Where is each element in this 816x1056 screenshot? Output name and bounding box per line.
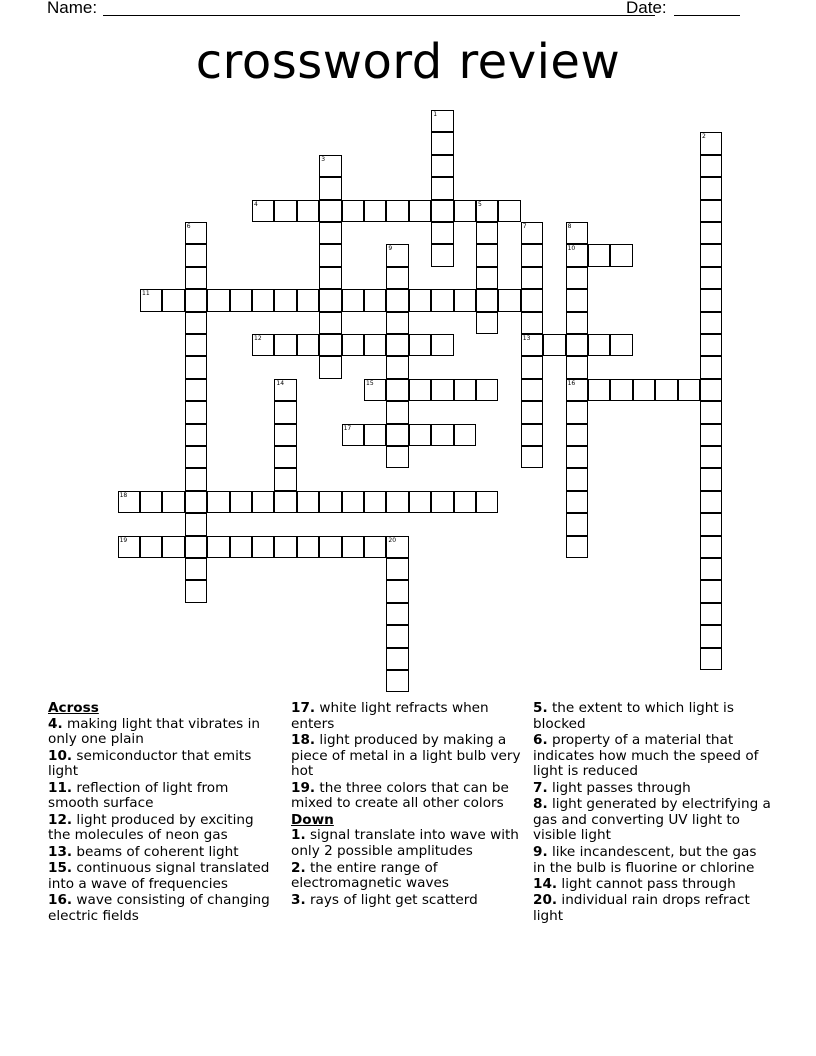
grid-cell[interactable] [185, 513, 207, 535]
grid-cell[interactable] [610, 379, 632, 401]
grid-cell[interactable] [386, 244, 408, 266]
clue-number: 7. [533, 779, 548, 796]
grid-cell[interactable] [521, 379, 543, 401]
clue-number: 2 [702, 133, 706, 141]
clue-number: 14. [533, 875, 558, 892]
clue-text: semiconductor that emits light [48, 747, 252, 780]
grid-cell[interactable] [431, 110, 453, 132]
grid-cell[interactable] [207, 536, 229, 558]
grid-cell[interactable] [409, 379, 431, 401]
grid-cell[interactable] [588, 334, 610, 356]
grid-cell[interactable] [185, 289, 207, 311]
header [47, 0, 767, 22]
grid-cell[interactable] [185, 244, 207, 266]
grid-cell[interactable] [386, 334, 408, 356]
clue [48, 781, 280, 812]
clue-text: signal translate into wave with only 2 possible amplitudes [291, 827, 519, 860]
grid-cell[interactable] [700, 267, 722, 289]
grid-cell[interactable] [140, 536, 162, 558]
grid-cell[interactable] [521, 244, 543, 266]
grid-cell[interactable] [274, 200, 296, 222]
grid-cell[interactable] [274, 446, 296, 468]
clue-text: the entire range of electromagnetic waves [291, 859, 449, 892]
grid-cell[interactable] [274, 491, 296, 513]
clue-number: 4. [48, 715, 63, 732]
name-field[interactable] [103, 15, 655, 16]
clue-number: 14 [276, 379, 285, 387]
grid-cell[interactable] [274, 536, 296, 558]
grid-cell[interactable] [297, 289, 319, 311]
clue-text: light passes through [547, 779, 691, 796]
grid-cell[interactable] [274, 379, 296, 401]
grid-cell[interactable] [655, 379, 677, 401]
grid-cell[interactable] [297, 200, 319, 222]
grid-cell[interactable] [700, 155, 722, 177]
clue [291, 828, 523, 859]
grid-cell[interactable] [386, 424, 408, 446]
date-label: Date: [626, 0, 667, 17]
clue-number: 3 [321, 155, 326, 163]
grid-cell[interactable] [342, 200, 364, 222]
grid-cell[interactable] [700, 513, 722, 535]
grid-cell[interactable] [319, 200, 341, 222]
clue [48, 845, 280, 861]
grid-cell[interactable] [700, 177, 722, 199]
grid-cell[interactable] [476, 200, 498, 222]
clue-number: 8. [533, 796, 548, 813]
clue-text: wave consisting of changing electric fields [48, 892, 270, 925]
grid-cell[interactable] [700, 491, 722, 513]
grid-cell[interactable] [185, 558, 207, 580]
clue-text: light cannot pass through [557, 875, 736, 892]
grid-cell[interactable] [700, 536, 722, 558]
clue-number: 4 [254, 200, 258, 208]
grid-cell[interactable] [185, 401, 207, 423]
clue-number: 15 [366, 379, 374, 387]
grid-cell[interactable] [700, 312, 722, 334]
grid-cell[interactable] [588, 244, 610, 266]
grid-cell[interactable] [386, 446, 408, 468]
grid-cell[interactable] [700, 132, 722, 154]
grid-cell[interactable] [521, 356, 543, 378]
grid-cell[interactable] [566, 356, 588, 378]
grid-cell[interactable] [566, 244, 588, 266]
grid-cell[interactable] [633, 379, 655, 401]
grid-cell[interactable] [274, 468, 296, 490]
grid-cell[interactable] [700, 558, 722, 580]
grid-cell[interactable] [342, 334, 364, 356]
grid-cell[interactable] [319, 312, 341, 334]
clue [533, 733, 773, 780]
grid-cell[interactable] [476, 312, 498, 334]
grid-cell[interactable] [386, 289, 408, 311]
page-title: crossword review [195, 34, 621, 90]
grid-cell[interactable] [454, 379, 476, 401]
grid-cell[interactable] [319, 244, 341, 266]
grid-cell[interactable] [700, 356, 722, 378]
clue [48, 861, 280, 892]
clue-number: 17 [343, 424, 352, 432]
grid-cell[interactable] [431, 289, 453, 311]
clue-number: 15. [48, 860, 73, 877]
clue-number: 13 [522, 335, 531, 342]
grid-cell[interactable] [431, 132, 453, 154]
grid-cell[interactable] [476, 244, 498, 266]
grid-cell[interactable] [274, 334, 296, 356]
grid-cell[interactable] [364, 424, 386, 446]
grid-cell[interactable] [566, 424, 588, 446]
clues-column-1 [48, 701, 280, 926]
grid-cell[interactable] [252, 289, 274, 311]
grid-cell[interactable] [386, 558, 408, 580]
grid-cell[interactable] [185, 424, 207, 446]
grid-cell[interactable] [162, 289, 184, 311]
grid-cell[interactable] [162, 536, 184, 558]
clue [48, 893, 280, 924]
grid-cell[interactable] [140, 491, 162, 513]
grid-cell[interactable] [431, 222, 453, 244]
grid-cell[interactable] [386, 200, 408, 222]
grid-cell[interactable] [364, 491, 386, 513]
clue [533, 845, 773, 876]
clue-text: light generated by electrifying a gas and converting UV light to visible light [533, 796, 771, 844]
clue-number: 12 [254, 335, 262, 342]
grid-cell[interactable] [386, 603, 408, 625]
grid-cell[interactable] [700, 648, 722, 670]
grid-cell[interactable] [386, 379, 408, 401]
clues-column-2 [291, 701, 523, 909]
grid-cell[interactable] [498, 200, 520, 222]
grid-cell[interactable] [476, 379, 498, 401]
grid-cell[interactable] [185, 468, 207, 490]
grid-cell[interactable] [521, 334, 543, 356]
grid-cell[interactable] [700, 625, 722, 647]
grid-cell[interactable] [700, 222, 722, 244]
clue-number: 7 [522, 223, 527, 230]
grid-cell[interactable] [588, 379, 610, 401]
grid-cell[interactable] [700, 200, 722, 222]
grid-cell[interactable] [386, 670, 408, 692]
grid-cell[interactable] [319, 155, 341, 177]
grid-cell[interactable] [700, 468, 722, 490]
grid-cell[interactable] [207, 289, 229, 311]
clue-text: like incandescent, but the gas in the bulb is fluorine or chlorine [533, 843, 757, 876]
grid-cell[interactable] [700, 401, 722, 423]
grid-cell[interactable] [566, 289, 588, 311]
clue [533, 701, 773, 732]
clue-number: 1. [291, 827, 306, 844]
clue-number: 10. [48, 747, 73, 764]
clue-number: 6 [186, 223, 191, 230]
grid-cell[interactable] [409, 289, 431, 311]
grid-cell[interactable] [319, 356, 341, 378]
grid-cell[interactable] [431, 177, 453, 199]
grid-cell[interactable] [185, 491, 207, 513]
grid-cell[interactable] [521, 289, 543, 311]
grid-cell[interactable] [185, 267, 207, 289]
grid-cell[interactable] [566, 491, 588, 513]
grid-cell[interactable] [566, 446, 588, 468]
grid-cell[interactable] [431, 244, 453, 266]
clue-text: continuous signal translated into a wave of frequencies [48, 860, 270, 892]
grid-cell[interactable] [364, 289, 386, 311]
grid-cell[interactable] [274, 289, 296, 311]
clue-number: 2. [291, 859, 306, 876]
grid-cell[interactable] [566, 468, 588, 490]
grid-cell[interactable] [185, 379, 207, 401]
grid-cell[interactable] [297, 491, 319, 513]
grid-cell[interactable] [230, 491, 252, 513]
date-field[interactable] [674, 15, 740, 16]
clue [533, 877, 773, 893]
grid-cell[interactable] [431, 334, 453, 356]
grid-cell[interactable] [566, 379, 588, 401]
grid-cell[interactable] [319, 289, 341, 311]
grid-cell[interactable] [364, 379, 386, 401]
grid-cell[interactable] [431, 155, 453, 177]
grid-cell[interactable] [185, 334, 207, 356]
clue-text: the extent to which light is blocked [533, 700, 734, 732]
grid-cell[interactable] [297, 536, 319, 558]
clue-text: rays of light get scatterd [305, 891, 478, 908]
clue-number: 20. [533, 892, 558, 909]
clues-column-3 [533, 701, 773, 926]
clue [533, 781, 773, 797]
grid-cell[interactable] [185, 356, 207, 378]
clue-text: making light that vibrates in only one plain [48, 715, 260, 748]
clue-number: 11 [142, 290, 150, 298]
clue [291, 701, 523, 732]
grid-cell[interactable] [274, 401, 296, 423]
grid-cell[interactable] [409, 491, 431, 513]
grid-cell[interactable] [476, 491, 498, 513]
grid-cell[interactable] [700, 603, 722, 625]
grid-cell[interactable] [543, 334, 565, 356]
grid-cell[interactable] [521, 222, 543, 244]
clue-number: 17. [291, 700, 316, 716]
clue-number: 16. [48, 892, 73, 909]
grid-cell[interactable] [521, 401, 543, 423]
grid-cell[interactable] [566, 312, 588, 334]
grid-cell[interactable] [521, 446, 543, 468]
grid-cell[interactable] [342, 491, 364, 513]
grid-cell[interactable] [252, 491, 274, 513]
grid-cell[interactable] [185, 446, 207, 468]
clue [291, 733, 523, 780]
grid-cell[interactable] [700, 379, 722, 401]
grid-cell[interactable] [364, 536, 386, 558]
grid-cell[interactable] [185, 222, 207, 244]
grid-cell[interactable] [230, 289, 252, 311]
clue-number: 9 [388, 245, 393, 253]
grid-cell[interactable] [521, 312, 543, 334]
grid-cell[interactable] [319, 222, 341, 244]
grid-cell[interactable] [431, 424, 453, 446]
grid-cell[interactable] [252, 334, 274, 356]
grid-cell[interactable] [454, 491, 476, 513]
grid-cell[interactable] [342, 289, 364, 311]
grid-cell[interactable] [566, 334, 588, 356]
grid-cell[interactable] [610, 334, 632, 356]
clue-number: 5 [478, 200, 482, 208]
grid-cell[interactable] [386, 625, 408, 647]
grid-cell[interactable] [610, 244, 632, 266]
grid-cell[interactable] [364, 200, 386, 222]
grid-cell[interactable] [454, 289, 476, 311]
grid-cell[interactable] [476, 222, 498, 244]
grid-cell[interactable] [566, 267, 588, 289]
clue-number: 9. [533, 843, 548, 860]
grid-cell[interactable] [386, 536, 408, 558]
clue [291, 861, 523, 892]
grid-cell[interactable] [319, 267, 341, 289]
grid-cell[interactable] [386, 648, 408, 670]
grid-cell[interactable] [431, 200, 453, 222]
name-label: Name: [47, 0, 98, 17]
clue [48, 813, 280, 844]
clue-text: light produced by making a piece of metal in a light bulb very hot [291, 732, 521, 780]
grid-cell[interactable] [252, 536, 274, 558]
clue-text: the three colors that can be mixed to create all other colors [291, 779, 509, 812]
clue-number: 16 [567, 379, 576, 387]
clue-number: 19 [119, 536, 128, 544]
clue-number: 10 [567, 245, 576, 253]
grid-cell[interactable] [185, 312, 207, 334]
grid-cell[interactable] [185, 580, 207, 602]
clue-number: 19. [291, 779, 316, 796]
grid-cell[interactable] [521, 424, 543, 446]
grid-cell[interactable] [431, 491, 453, 513]
clue-number: 1 [433, 111, 438, 118]
grid-cell[interactable] [476, 267, 498, 289]
clue-text: reflection of light from smooth surface [48, 779, 229, 812]
grid-cell[interactable] [700, 289, 722, 311]
grid-cell[interactable] [386, 401, 408, 423]
grid-cell[interactable] [207, 491, 229, 513]
grid-cell[interactable] [409, 334, 431, 356]
grid-cell[interactable] [342, 424, 364, 446]
grid-cell[interactable] [252, 200, 274, 222]
grid-cell[interactable] [140, 289, 162, 311]
clue-number: 11. [48, 779, 73, 796]
grid-cell[interactable] [700, 580, 722, 602]
grid-cell[interactable] [700, 446, 722, 468]
grid-cell[interactable] [162, 491, 184, 513]
grid-cell[interactable] [230, 536, 252, 558]
grid-cell[interactable] [185, 536, 207, 558]
grid-cell[interactable] [521, 267, 543, 289]
grid-cell[interactable] [297, 334, 319, 356]
clue-number: 20 [388, 536, 397, 544]
grid-cell[interactable] [566, 401, 588, 423]
grid-cell[interactable] [274, 424, 296, 446]
grid-cell[interactable] [566, 513, 588, 535]
grid-cell[interactable] [454, 200, 476, 222]
down-heading: Down [291, 811, 334, 828]
clue-text: beams of coherent light [72, 843, 239, 860]
grid-cell[interactable] [319, 334, 341, 356]
grid-cell[interactable] [431, 379, 453, 401]
clue-number: 18 [119, 491, 128, 499]
grid-cell[interactable] [454, 424, 476, 446]
grid-cell[interactable] [386, 580, 408, 602]
grid-cell[interactable] [498, 289, 520, 311]
clue-number: 18. [291, 732, 316, 749]
clue-number: 3. [291, 891, 306, 908]
grid-cell[interactable] [319, 536, 341, 558]
grid-cell[interactable] [364, 334, 386, 356]
grid-cell[interactable] [476, 289, 498, 311]
grid-cell[interactable] [566, 536, 588, 558]
across-heading: Across [48, 700, 99, 716]
clue [291, 893, 523, 909]
grid-cell[interactable] [678, 379, 700, 401]
grid-cell[interactable] [319, 177, 341, 199]
clue [533, 797, 773, 844]
clue [291, 781, 523, 812]
grid-cell[interactable] [386, 356, 408, 378]
grid-cell[interactable] [386, 491, 408, 513]
clue [533, 893, 773, 924]
clue-number: 12. [48, 811, 73, 828]
clue [48, 717, 280, 748]
grid-cell[interactable] [700, 244, 722, 266]
grid-cell[interactable] [566, 222, 588, 244]
grid-cell[interactable] [386, 267, 408, 289]
clue-text: light produced by exciting the molecules of neon gas [48, 811, 254, 844]
grid-cell[interactable] [118, 491, 140, 513]
clue [48, 749, 280, 780]
grid-cell[interactable] [118, 536, 140, 558]
grid-cell[interactable] [409, 424, 431, 446]
grid-cell[interactable] [409, 200, 431, 222]
grid-cell[interactable] [700, 424, 722, 446]
clue-number: 13. [48, 843, 73, 860]
grid-cell[interactable] [700, 334, 722, 356]
clue-number: 6. [533, 732, 548, 749]
clue-number: 8 [567, 223, 572, 230]
clue-text: property of a material that indicates how much the speed of light is reduced [533, 732, 759, 780]
clue-text: individual rain drops refract light [533, 892, 750, 925]
clue-number: 5. [533, 700, 548, 716]
grid-cell[interactable] [342, 536, 364, 558]
grid-cell[interactable] [386, 312, 408, 334]
clue-text: white light refracts when enters [291, 700, 489, 732]
grid-cell[interactable] [319, 491, 341, 513]
